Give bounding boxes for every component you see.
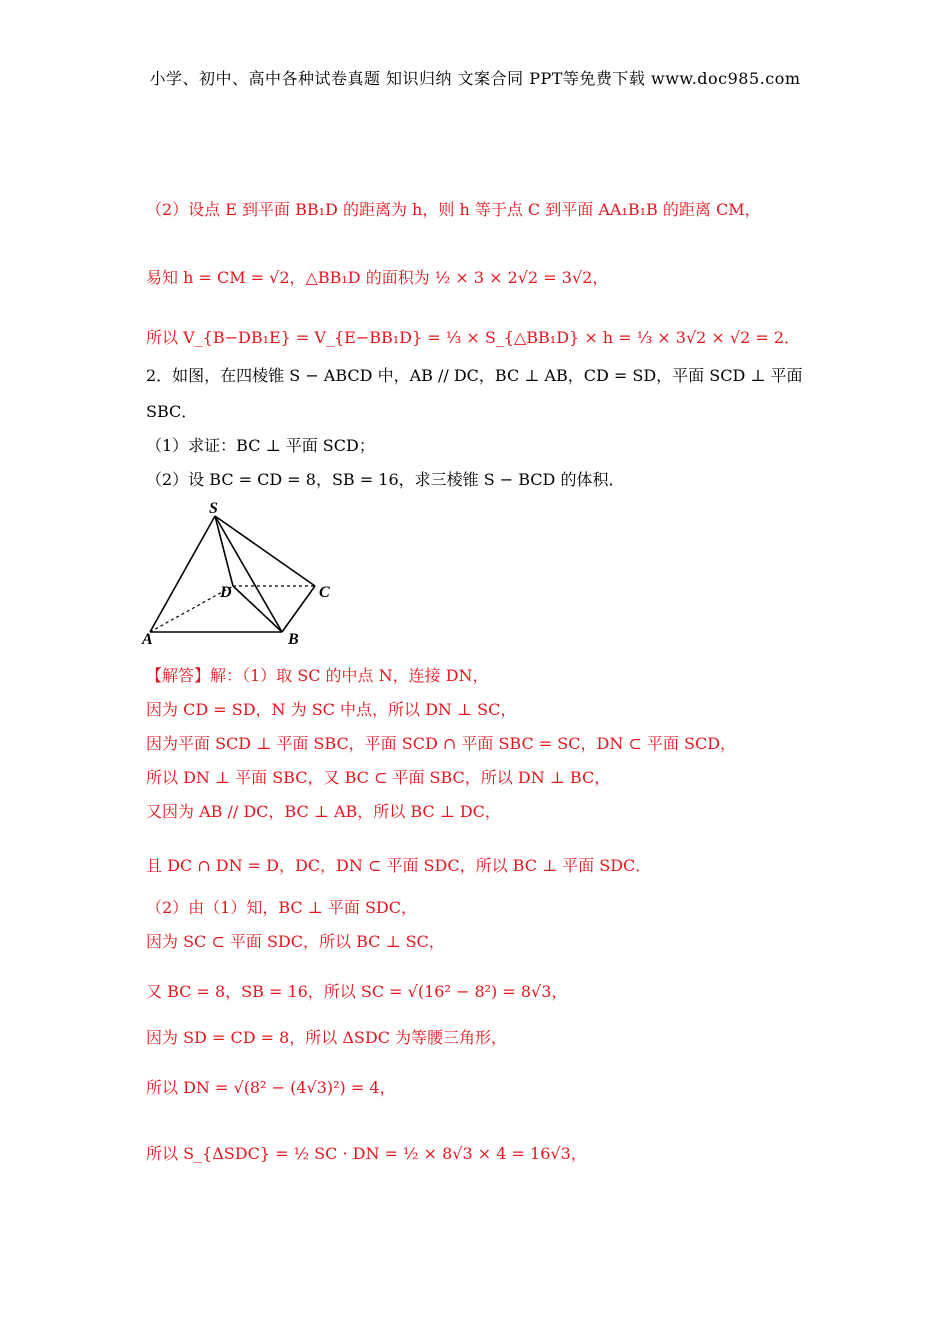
- answer-line-11: 所以 DN = √(8² − (4√3)²) = 4，: [146, 1078, 396, 1097]
- label-D: D: [220, 584, 232, 601]
- label-A: A: [142, 631, 153, 648]
- problem-2-part-2: （2）设 BC = CD = 8，SB = 16，求三棱锥 S − BCD 的体积．: [146, 470, 625, 489]
- edge-DB: [233, 586, 282, 632]
- label-C: C: [319, 584, 330, 601]
- edge-BC: [282, 586, 315, 632]
- label-S: S: [209, 500, 218, 517]
- answer-line-9: 又 BC = 8，SB = 16，所以 SC = √(16² − 8²) = 8√3，: [146, 982, 568, 1001]
- answer-line-2: 因为 CD = SD，N 为 SC 中点，所以 DN ⊥ SC，: [146, 700, 517, 719]
- problem-2-statement-cont: SBC．: [146, 402, 198, 421]
- answer-line-5: 又因为 AB // DC，BC ⊥ AB，所以 BC ⊥ DC，: [146, 802, 501, 821]
- problem-2-part-1: （1）求证：BC ⊥ 平面 SCD；: [146, 436, 375, 455]
- solution-line-3: 所以 V_{B−DB₁E} = V_{E−BB₁D} = ⅓ × S_{△BB₁D} × h = ⅓ × 3√2 × √2 = 2．: [146, 328, 801, 347]
- answer-line-6: 且 DC ∩ DN = D，DC，DN ⊂ 平面 SDC，所以 BC ⊥ 平面 SDC．: [146, 856, 652, 875]
- answer-line-10: 因为 SD = CD = 8，所以 ΔSDC 为等腰三角形，: [146, 1028, 508, 1047]
- answer-line-12: 所以 S_{ΔSDC} = ½ SC · DN = ½ × 8√3 × 4 = 16√3，: [146, 1144, 587, 1163]
- pyramid-figure: [140, 500, 340, 648]
- answer-line-4: 所以 DN ⊥ 平面 SBC，又 BC ⊂ 平面 SBC，所以 DN ⊥ BC，: [146, 768, 611, 787]
- answer-line-3: 因为平面 SCD ⊥ 平面 SBC，平面 SCD ∩ 平面 SBC = SC，DN ⊂ 平面 SCD，: [146, 734, 737, 753]
- label-B: B: [288, 631, 299, 648]
- edge-SB: [215, 516, 282, 632]
- solution-line-2: 易知 h = CM = √2，△BB₁D 的面积为 ½ × 3 × 2√2 = 3√2，: [146, 268, 609, 287]
- problem-2-statement: 2．如图，在四棱锥 S − ABCD 中，AB // DC，BC ⊥ AB，CD = SD，平面 SCD ⊥ 平面: [146, 366, 803, 385]
- answer-line-1: 【解答】解：（1）取 SC 的中点 N，连接 DN，: [146, 666, 489, 685]
- answer-line-7: （2）由（1）知，BC ⊥ 平面 SDC，: [146, 898, 417, 917]
- solution-line-1: （2）设点 E 到平面 BB₁D 的距离为 h，则 h 等于点 C 到平面 AA₁B₁B 的距离 CM，: [146, 200, 761, 219]
- page-header: 小学、初中、高中各种试卷真题 知识归纳 文案合同 PPT等免费下载 www.doc985.com: [149, 69, 801, 88]
- answer-line-8: 因为 SC ⊂ 平面 SDC，所以 BC ⊥ SC，: [146, 932, 445, 951]
